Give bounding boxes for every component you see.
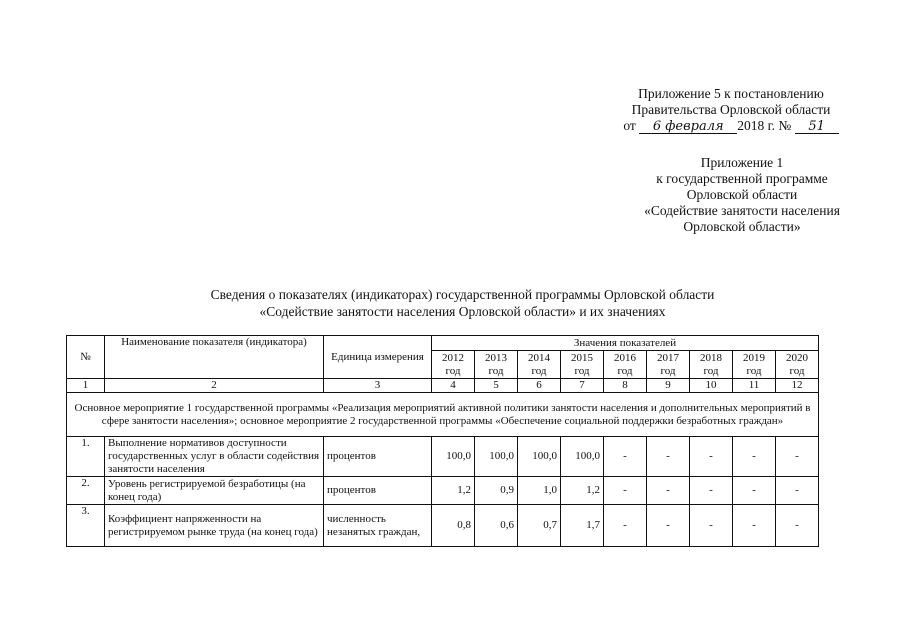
unit-cell: численность незанятых граждан, [324,505,432,547]
value-cell: - [604,477,647,505]
year-header: 2016 год [604,351,647,379]
value-cell: 100,0 [432,437,475,477]
appendix-5-line1: Приложение 5 к постановлению [638,86,824,101]
column-number: 9 [647,379,690,393]
header-values: Значения показателей [432,336,819,351]
appendix-1-header [612,155,872,235]
handwritten-number: 51 [795,120,839,134]
date-prefix: от [623,118,636,133]
row-number: 2. [67,477,105,505]
value-cell: - [690,505,733,547]
value-cell: 1,2 [432,477,475,505]
handwritten-date: 6 февраля [639,120,737,134]
indicators-table [66,335,819,547]
table-row [67,505,819,547]
value-cell: - [647,437,690,477]
header-no: № [67,336,105,379]
table-row [67,437,819,477]
column-number: 4 [432,379,475,393]
title-line1: Сведения о показателях (индикаторах) государственной программы Орловской области [210,287,715,302]
year-header: 2015 год [561,351,604,379]
column-number: 1 [67,379,105,393]
unit-cell: процентов [324,437,432,477]
document-title [150,286,775,320]
indicator-name: Выполнение нормативов доступности государственных услуг в области содействия занятости населения [105,437,324,477]
year-header: 2019 год [733,351,776,379]
value-cell: - [690,477,733,505]
value-cell: - [776,505,819,547]
value-cell: 100,0 [475,437,518,477]
value-cell: 1,7 [561,505,604,547]
value-cell: - [647,505,690,547]
value-cell: 1,2 [561,477,604,505]
column-number: 11 [733,379,776,393]
appendix-5-date-line [600,118,862,134]
column-number: 2 [105,379,324,393]
value-cell: 0,9 [475,477,518,505]
year-header: 2020 год [776,351,819,379]
appendix-1-line4: «Содействие занятости населения [644,203,840,218]
unit-cell: процентов [324,477,432,505]
indicator-name: Уровень регистрируемой безработицы (на конец года) [105,477,324,505]
column-number: 12 [776,379,819,393]
appendix-1-line3: Орловской области [686,187,798,202]
row-number: 1. [67,437,105,477]
year-header: 2012 год [432,351,475,379]
column-numbering-row [67,379,819,393]
value-cell: 0,7 [518,505,561,547]
year-and-number-label: 2018 г. № [737,118,792,133]
value-cell: - [733,437,776,477]
value-cell: - [733,505,776,547]
appendix-1-line1: Приложение 1 [700,155,784,170]
value-cell: 1,0 [518,477,561,505]
value-cell: 100,0 [518,437,561,477]
column-number: 5 [475,379,518,393]
value-cell: 0,6 [475,505,518,547]
year-header: 2017 год [647,351,690,379]
value-cell: - [690,437,733,477]
value-cell: - [776,437,819,477]
column-number: 7 [561,379,604,393]
column-number: 8 [604,379,647,393]
appendix-1-line2: к государственной программе [656,171,828,186]
value-cell: - [776,477,819,505]
appendix-5-line2: Правительства Орловской области [631,102,831,117]
value-cell: - [733,477,776,505]
year-header: 2018 год [690,351,733,379]
year-header: 2013 год [475,351,518,379]
header-unit: Единица измерения [324,336,432,379]
column-number: 6 [518,379,561,393]
column-number: 3 [324,379,432,393]
column-number: 10 [690,379,733,393]
value-cell: 0,8 [432,505,475,547]
appendix-1-line5: Орловской области» [683,219,801,234]
value-cell: - [604,437,647,477]
row-number: 3. [67,505,105,547]
section-row [67,393,819,437]
appendix-5-header [600,86,862,134]
value-cell: - [604,505,647,547]
year-header: 2014 год [518,351,561,379]
title-line2: «Содействие занятости населения Орловской области» и их значениях [259,304,666,319]
header-name: Наименование показателя (индикатора) [105,336,324,379]
header-row-1 [67,336,819,351]
table-row [67,477,819,505]
section-description: Основное мероприятие 1 государственной программы «Реализация мероприятий активной политики занятости населения и дополнительных мероприятий в сфере занятости населения»; основное мероприятие 2 государственной программы «Обеспечение социальной поддержки безработных граждан» [67,393,819,437]
indicator-name: Коэффициент напряженности на регистрируемом рынке труда (на конец года) [105,505,324,547]
value-cell: - [647,477,690,505]
value-cell: 100,0 [561,437,604,477]
